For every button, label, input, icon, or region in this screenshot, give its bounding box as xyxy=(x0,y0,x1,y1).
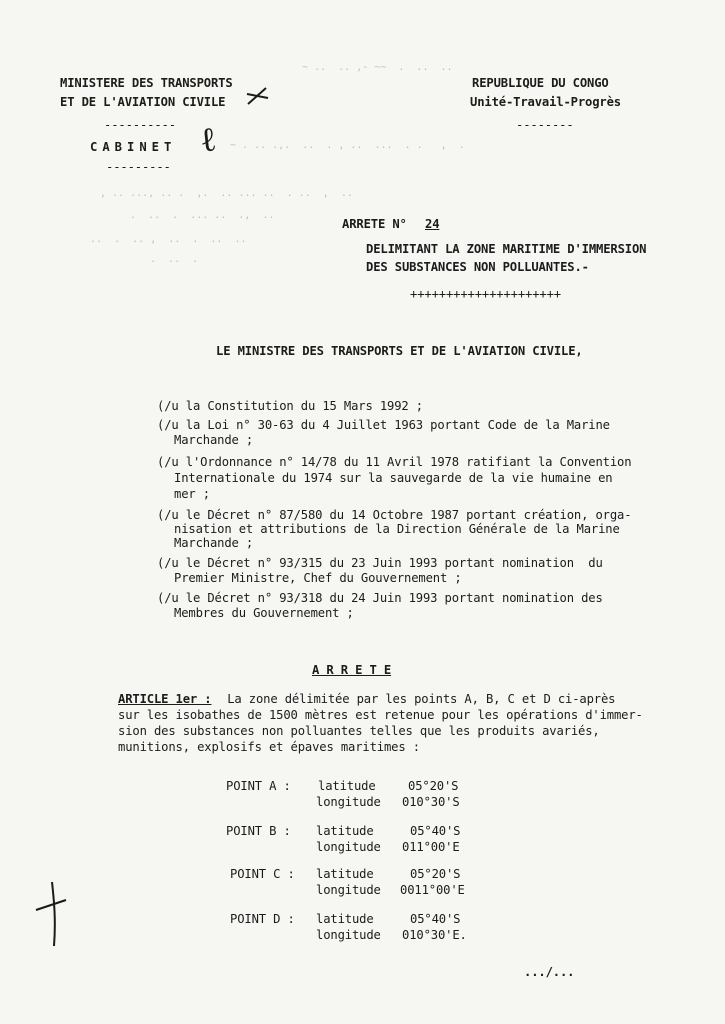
consideration-4-cont: nisation et attributions de la Direction Générale de la Marine xyxy=(174,522,620,536)
article-line3: sion des substances non polluantes telles que les produits avariés, xyxy=(118,724,600,738)
handwritten-margin-mark xyxy=(30,880,70,950)
handwritten-visa-mark: ℓ xyxy=(197,119,219,161)
consideration-3-cont2: mer ; xyxy=(174,487,210,501)
authority-title: LE MINISTRE DES TRANSPORTS ET DE L'AVIATION CIVILE, xyxy=(216,344,583,358)
longitude-label: longitude xyxy=(316,840,381,854)
cabinet-rule: --------- xyxy=(106,160,171,174)
bleed-through-noise: . .. . ... .. ., .. xyxy=(130,210,275,221)
longitude-label: longitude xyxy=(316,883,381,897)
bleed-through-noise: ~ .. .. ,- ~~ . .. .. xyxy=(290,62,453,73)
latitude-label: latitude xyxy=(316,867,374,881)
article-line4: munitions, explosifs et épaves maritimes : xyxy=(118,740,420,754)
article-label: ARTICLE 1er : xyxy=(118,692,212,706)
cabinet-label: CABINET xyxy=(90,140,177,154)
republic-label: REPUBLIQUE DU CONGO xyxy=(472,76,609,90)
consideration-3-cont: Internationale du 1974 sur la sauvegarde de la vie humaine en xyxy=(174,471,613,485)
latitude-value: 05°20'S xyxy=(408,779,459,793)
longitude-value: 010°30'E. xyxy=(402,928,467,942)
handwritten-cross-mark xyxy=(244,84,270,110)
latitude-label: latitude xyxy=(316,824,374,838)
article-line2: sur les isobathes de 1500 mètres est retenue pour les opérations d'immer- xyxy=(118,708,643,722)
bleed-through-noise: ~ . .. .,. .. . , .. ... . . , . xyxy=(230,140,465,151)
point-label: POINT B : xyxy=(226,824,291,838)
decree-number-label: ARRETE N° xyxy=(342,217,407,231)
consideration-2: (/u la Loi n° 30-63 du 4 Juillet 1963 portant Code de la Marine xyxy=(157,418,610,432)
republic-motto: Unité-Travail-Progrès xyxy=(470,95,621,109)
latitude-value: 05°40'S xyxy=(410,912,461,926)
consideration-6: (/u le Décret n° 93/318 du 24 Juin 1993 portant nomination des xyxy=(157,591,603,605)
consideration-2-cont: Marchande ; xyxy=(174,433,254,447)
longitude-label: longitude xyxy=(316,795,381,809)
longitude-label: longitude xyxy=(316,928,381,942)
latitude-label: latitude xyxy=(316,912,374,926)
article-line1: La zone délimitée par les points A, B, C et D ci-après xyxy=(220,692,616,706)
latitude-value: 05°20'S xyxy=(410,867,461,881)
longitude-value: 011°00'E xyxy=(402,840,460,854)
decree-number: 24 xyxy=(425,217,440,231)
latitude-label: latitude xyxy=(318,779,376,793)
bleed-through-noise: .. . .. , .. . .. .. xyxy=(90,234,247,245)
ministry-rule: ---------- xyxy=(104,118,176,132)
ministry-line1: MINISTERE DES TRANSPORTS xyxy=(60,76,233,90)
consideration-5: (/u le Décret n° 93/315 du 23 Juin 1993 portant nomination du xyxy=(157,556,603,570)
motto-rule: -------- xyxy=(516,118,574,132)
latitude-value: 05°40'S xyxy=(410,824,461,838)
longitude-value: 010°30'S xyxy=(402,795,460,809)
point-label: POINT C : xyxy=(230,867,295,881)
decree-separator: +++++++++++++++++++++ xyxy=(410,287,561,301)
consideration-3: (/u l'Ordonnance n° 14/78 du 11 Avril 1978 ratifiant la Convention xyxy=(157,455,632,469)
point-label: POINT A : xyxy=(226,779,291,793)
consideration-6-cont: Membres du Gouvernement ; xyxy=(174,606,354,620)
consideration-5-cont: Premier Ministre, Chef du Gouvernement ; xyxy=(174,571,462,585)
consideration-4: (/u le Décret n° 87/580 du 14 Octobre 1987 portant création, orga- xyxy=(157,508,632,522)
consideration-1: (/u la Constitution du 15 Mars 1992 ; xyxy=(157,399,423,413)
decree-subject-line1: DELIMITANT LA ZONE MARITIME D'IMMERSION xyxy=(366,242,647,256)
point-label: POINT D : xyxy=(230,912,295,926)
consideration-4-cont2: Marchande ; xyxy=(174,536,254,550)
longitude-value: 0011°00'E xyxy=(400,883,465,897)
arrete-heading: A R R E T E xyxy=(312,663,392,677)
bleed-through-noise: , .. ..., .. . ,. .. ... .. . .. , .. xyxy=(100,188,353,199)
ministry-line2: ET DE L'AVIATION CIVILE xyxy=(60,95,226,109)
decree-subject-line2: DES SUBSTANCES NON POLLUANTES.- xyxy=(366,260,589,274)
continuation-marker: .../... xyxy=(524,965,575,979)
bleed-through-noise: . .. . xyxy=(150,254,199,265)
